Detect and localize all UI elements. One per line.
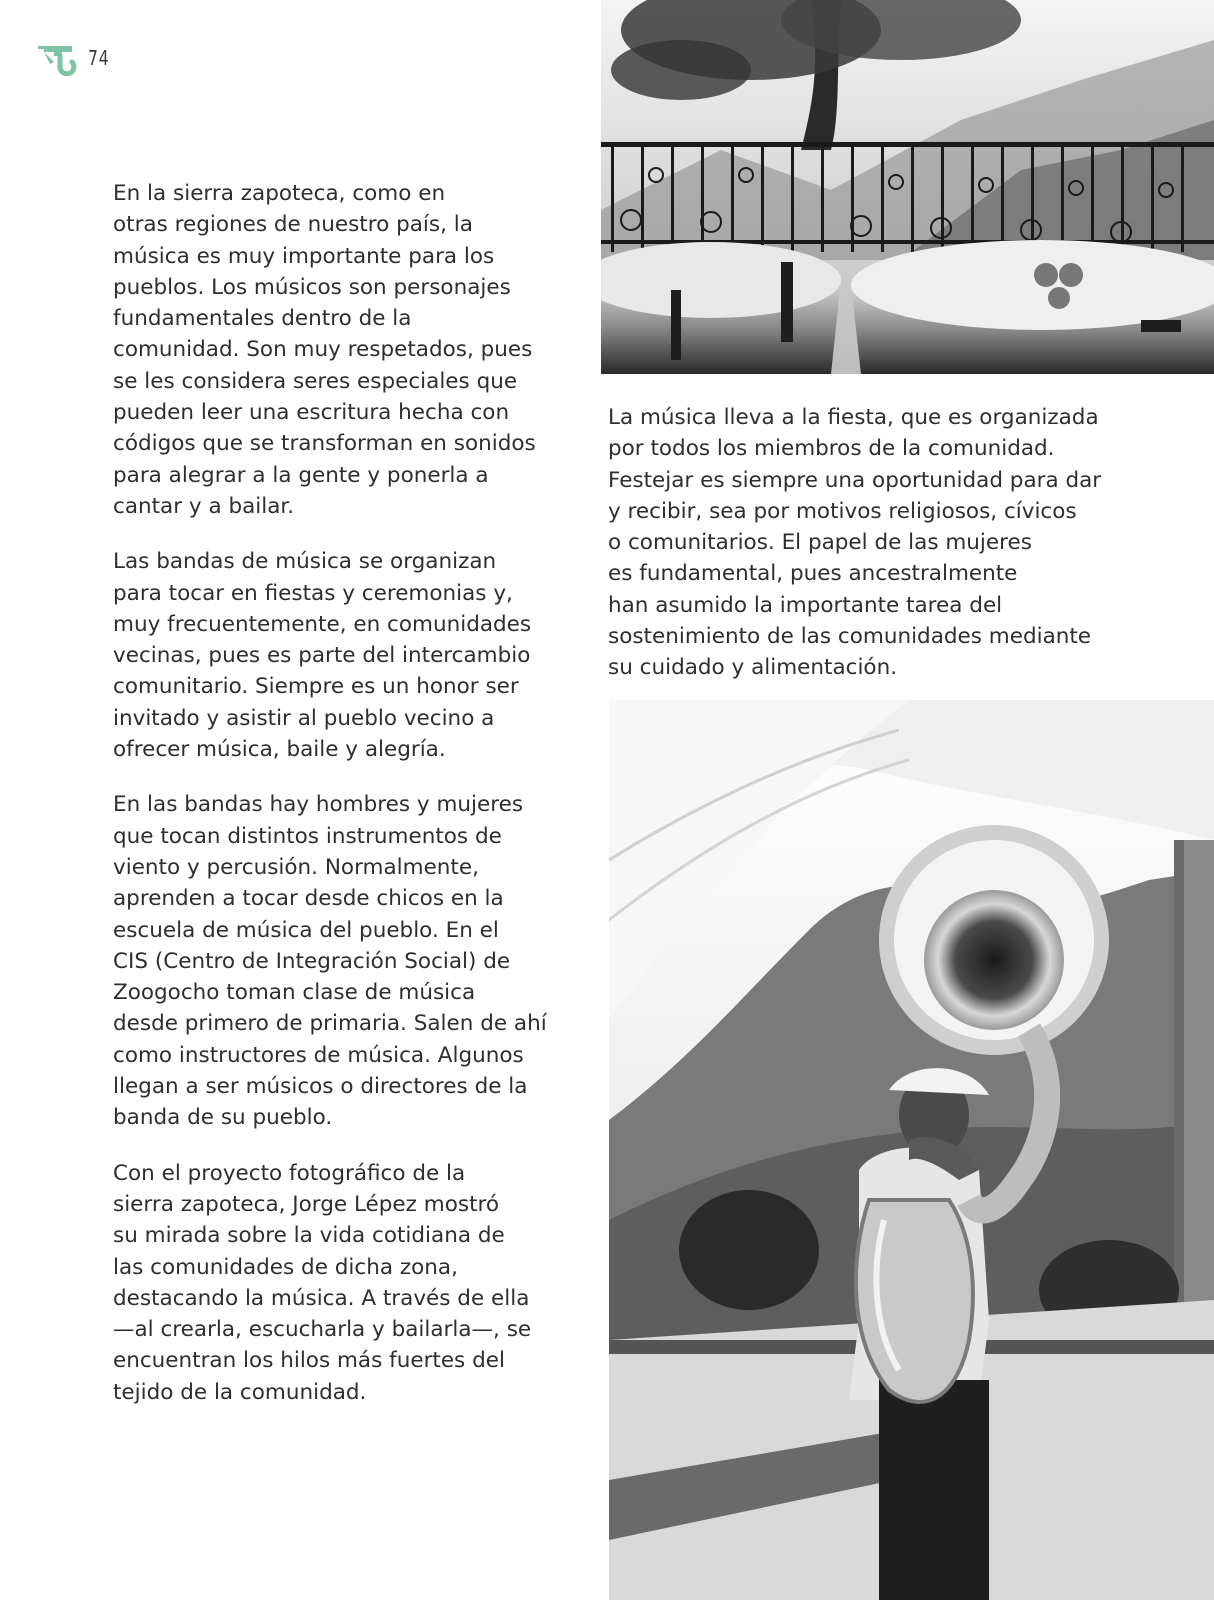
page-number: 74 [88,46,110,70]
tuba-player-photo [609,700,1214,1600]
stepped-fret-logo-icon [38,42,78,76]
paragraph: En la sierra zapoteca, como en otras regiones de nuestro país, la música es muy importante para los pueblos. Los músicos son personajes fundamentales dentro de la comunidad. Son muy respetados, pues se les considera seres especiales que pueden leer una escritura hecha con códigos que se transforman en sonidos para alegrar a la gente y ponerla a cantar y a bailar. [113,181,536,519]
left-text-column [113,178,573,1432]
paragraph: En las bandas hay hombres y mujeres que tocan distintos instrumentos de viento y percusión. Normalmente, aprenden a tocar desde chicos en la escuela de música del pueblo. En el CIS (Centro de Integración Social) de Zoogocho toman clase de música desde primero de primaria. Salen de ahí como instructores de música. Algunos llegan a ser músicos o directores de la banda de su pueblo. [113,792,547,1131]
paragraph: Con el proyecto fotográfico de la sierra zapoteca, Jorge Lépez mostró su mirada sobre la vida cotidiana de las comunidades de dicha zona, destacando la música. A través de ella —al crearla, escucharla y bailarla—, se encuentran los hilos más fuertes del tejido de la comunidad. [113,1160,532,1405]
paragraph: La música lleva a la fiesta, que es organizada por todos los miembros de la comunidad. Festejar es siempre una oportunidad para dar y recibir, sea por motivos religiosos, cívicos o comunitarios. El papel de las mujeres es fundamental, pues ancestralmente han asumido la importante tarea del sostenimiento de las comunidades mediante su cuidado y alimentación. [608,405,1102,681]
timpani-on-balcony-photo [601,0,1214,374]
paragraph: Las bandas de música se organizan para tocar en fiestas y ceremonias y, muy frecuentemente, en comunidades vecinas, pues es parte del intercambio comunitario. Siempre es un honor ser invitado y asistir al pueblo vecino a ofrecer música, baile y alegría. [113,549,532,763]
right-text-column [608,402,1168,708]
